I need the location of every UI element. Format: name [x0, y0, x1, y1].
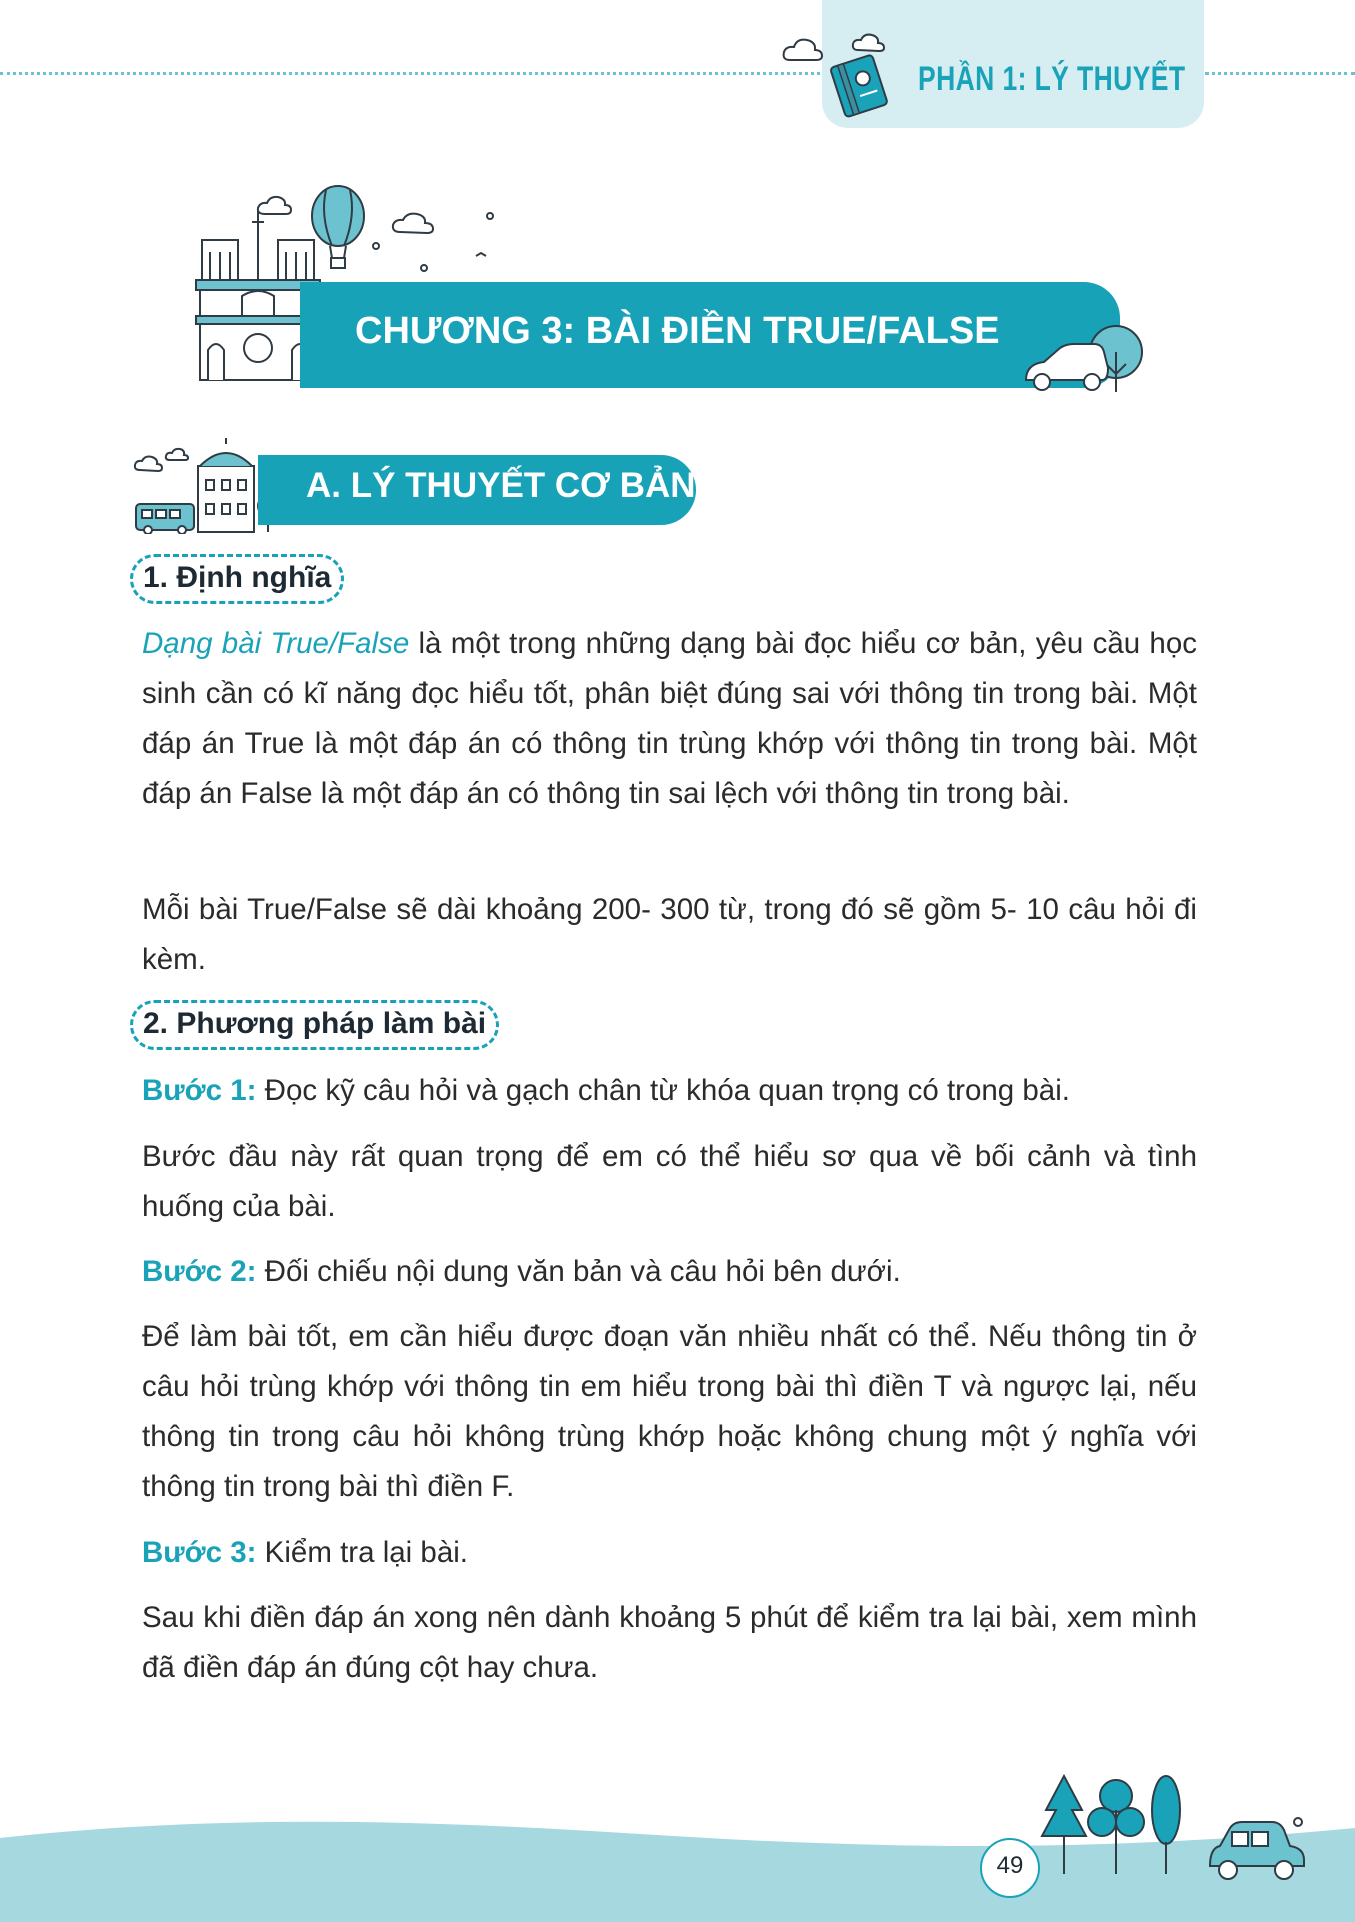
step-2-paragraph: Để làm bài tốt, em cần hiểu được đoạn văn nhiều nhất có thể. Nếu thông tin ở câu hỏi trùng khớp với thông tin em hiểu trong bài thì điền T và ngược lại, nếu thông tin trong câu hỏi không trùng khớp hoặc không chung một ý nghĩa với thông tin trong bài thì điền F. — [142, 1320, 1197, 1503]
trees-car-illustration — [1036, 1770, 1336, 1882]
chapter-title: CHƯƠNG 3: BÀI ĐIỀN TRUE/FALSE — [355, 310, 1000, 352]
definition-heading: 1. Định nghĩa — [130, 554, 344, 604]
step-3-label: Bước 3: — [142, 1536, 257, 1569]
section-label: PHẦN 1: LÝ THUYẾT — [918, 60, 1186, 98]
header-dotted-rule-left — [0, 72, 820, 75]
definition-paragraph-1-text: là một trong những dạng bài đọc hiểu cơ bản, yêu cầu học sinh cần có kĩ năng đọc hiểu tốt, phân biệt đúng sai với thông tin trong bài. Một đáp án True là một đáp án có thông tin trùng khớp với thông tin trong bài. Một đáp án False là một đáp án có thông tin sai lệch với thông tin trong bài. — [142, 627, 1197, 810]
step-1-line — [142, 1066, 1197, 1116]
car-tree-icon — [1020, 318, 1150, 396]
section-a-title: A. LÝ THUYẾT CƠ BẢN — [306, 466, 696, 505]
step-2-label: Bước 2: — [142, 1255, 257, 1288]
step-3-line — [142, 1528, 1197, 1578]
header-dotted-rule-right — [1205, 72, 1355, 75]
page-number: 49 — [996, 1852, 1024, 1879]
true-false-term: Dạng bài True/False — [142, 627, 410, 660]
step-3-text: Kiểm tra lại bài. — [256, 1536, 468, 1569]
step-3-paragraph: Sau khi điền đáp án xong nên dành khoảng 5 phút để kiểm tra lại bài, xem mình đã điền đáp án đúng cột hay chưa. — [142, 1601, 1197, 1684]
step-1-paragraph: Bước đầu này rất quan trọng để em có thể hiểu sơ qua về bối cảnh và tình huống của bài. — [142, 1140, 1197, 1223]
step-1-label: Bước 1: — [142, 1074, 257, 1107]
step-2-text: Đối chiếu nội dung văn bản và câu hỏi bên dưới. — [256, 1255, 901, 1288]
definition-paragraph-2: Mỗi bài True/False sẽ dài khoảng 200- 300 từ, trong đó sẽ gồm 5- 10 câu hỏi đi kèm. — [142, 893, 1197, 976]
definition-paragraph-1 — [142, 619, 1197, 819]
method-heading: 2. Phương pháp làm bài — [130, 1000, 499, 1050]
book-clouds-icon — [780, 28, 910, 128]
step-1-text: Đọc kỹ câu hỏi và gạch chân từ khóa quan trọng có trong bài. — [256, 1074, 1070, 1107]
step-2-line — [142, 1247, 1197, 1297]
